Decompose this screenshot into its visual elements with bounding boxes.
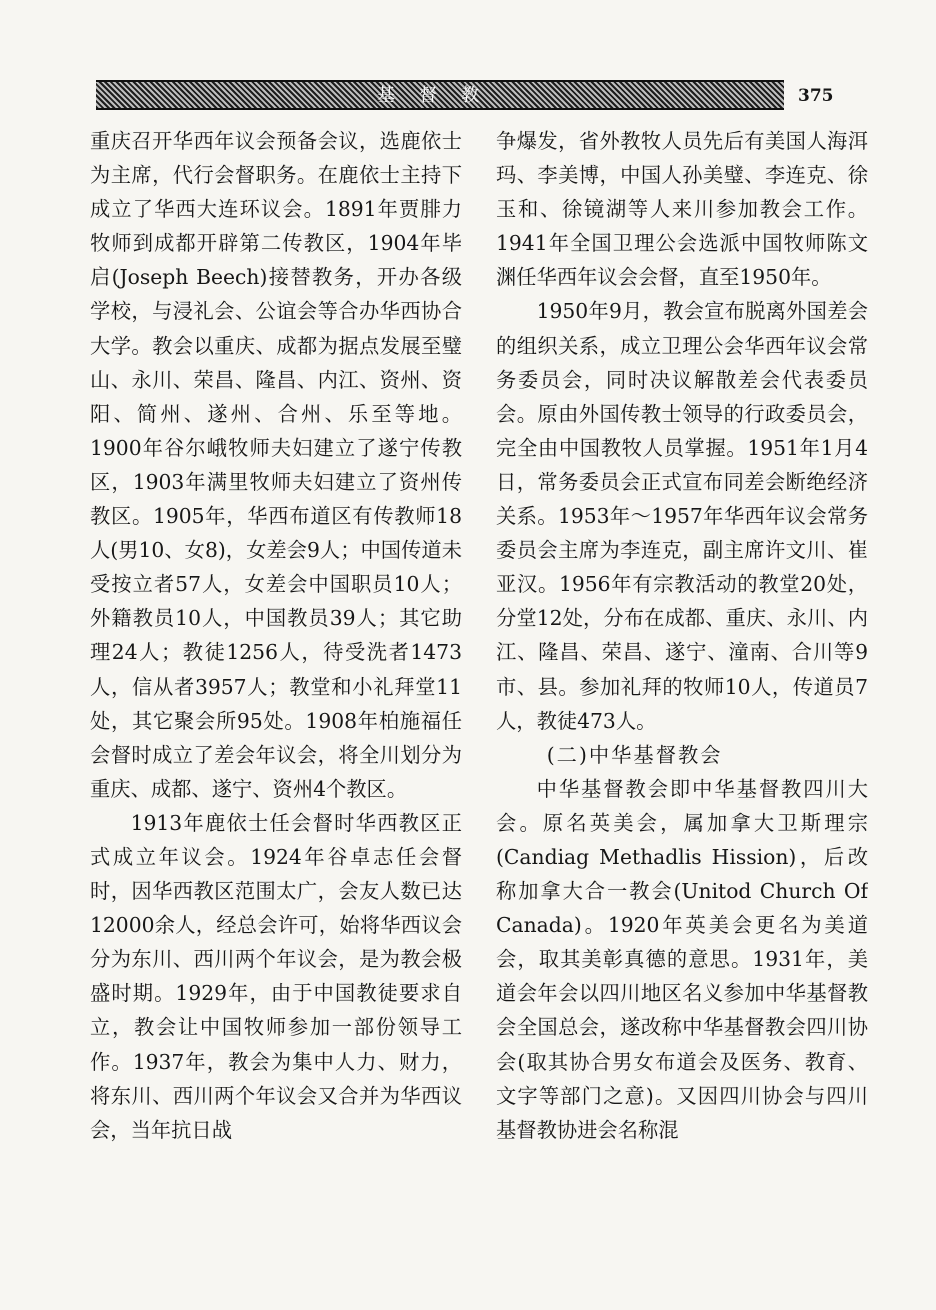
paragraph: 1913年鹿依士任会督时华西教区正式成立年议会。1924年谷卓志任会督时，因华西教区范围太广，会友人数已达12000余人，经总会许可，始将华西议会分为东川、西川两个年议会，是为教会极盛时期。1929年，由于中国教徒要求自立，教会让中国牧师参加一部份领导工作。1937年，教会为集中人力、财力，将东川、西川两个年议会又合并为华西议会，当年抗日战 xyxy=(90,810,462,1142)
paragraph: 争爆发，省外教牧人员先后有美国人海洱玛、李美博，中国人孙美璧、李连克、徐玉和、徐镜湖等人来川参加教会工作。1941年全国卫理公会选派中国牧师陈文渊任华西年议会会督，直至1950年。 xyxy=(496,129,868,290)
paragraph: 重庆召开华西年议会预备会议，选鹿依士为主席，代行会督职务。在鹿依士主持下成立了华西大连环议会。1891年贾腓力牧师到成都开辟第二传教区，1904年毕启(Joseph Beech)接替教务，开办各级学校，与浸礼会、公谊会等合办华西协合大学。教会以重庆、成都为据点发展至璧山、永川、荣昌、隆昌、内江、资州、资阳、简州、遂州、合州、乐至等地。1900年谷尔峨牧师夫妇建立了遂宁传教区，1903年满里牧师夫妇建立了资州传教区。1905年，华西布道区有传教师18人(男10、女8)，女差会9人；中国传道未受按立者57人，女差会中国职员10人；外籍教员10人，中国教员39人；其它助理24人；教徒1256人，待受洗者1473人，信从者3957人；教堂和小礼拜堂11处，其它聚会所95处。1908年柏施福任会督时成立了差会年议会，将全川划分为重庆、成都、遂宁、资州4个教区。 xyxy=(90,129,462,801)
paragraph: 1950年9月，教会宣布脱离外国差会的组织关系，成立卫理公会华西年议会常务委员会，同时决议解散差会代表委员会。原由外国传教士领导的行政委员会，完全由中国教牧人员掌握。1951年1月4日，常务委员会正式宣布同差会断绝经济关系。1953年～1957年华西年议会常务委员会主席为李连克，副主席许文川、崔亚汉。1956年有宗教活动的教堂20处，分堂12处，分布在成都、重庆、永川、内江、隆昌、荣昌、遂宁、潼南、合川等9市、县。参加礼拜的牧师10人，传道员7人，教徒473人。 xyxy=(496,299,868,733)
section-heading: (二)中华基督教会 xyxy=(546,742,723,767)
left-column xyxy=(90,124,462,1147)
right-column xyxy=(496,124,868,1147)
paragraph: 中华基督教会即中华基督教四川大会。原名英美会，属加拿大卫斯理宗(Candiag Methadlis Hission)，后改称加拿大合一教会(Unitod Church Of Canada)。1920年英美会更名为美道会，取其美彰真德的意思。1931年，美道会年会以四川地区名义参加中华基督教会全国总会，遂改称中华基督教会四川协会(取其协合男女布道会及医务、教育、文字等部门之意)。又因四川协会与四川基督教协进会名称混 xyxy=(496,776,868,1142)
running-header-title: 基督教 xyxy=(377,85,503,106)
page-number: 375 xyxy=(798,86,834,106)
running-header-bar xyxy=(96,80,784,110)
